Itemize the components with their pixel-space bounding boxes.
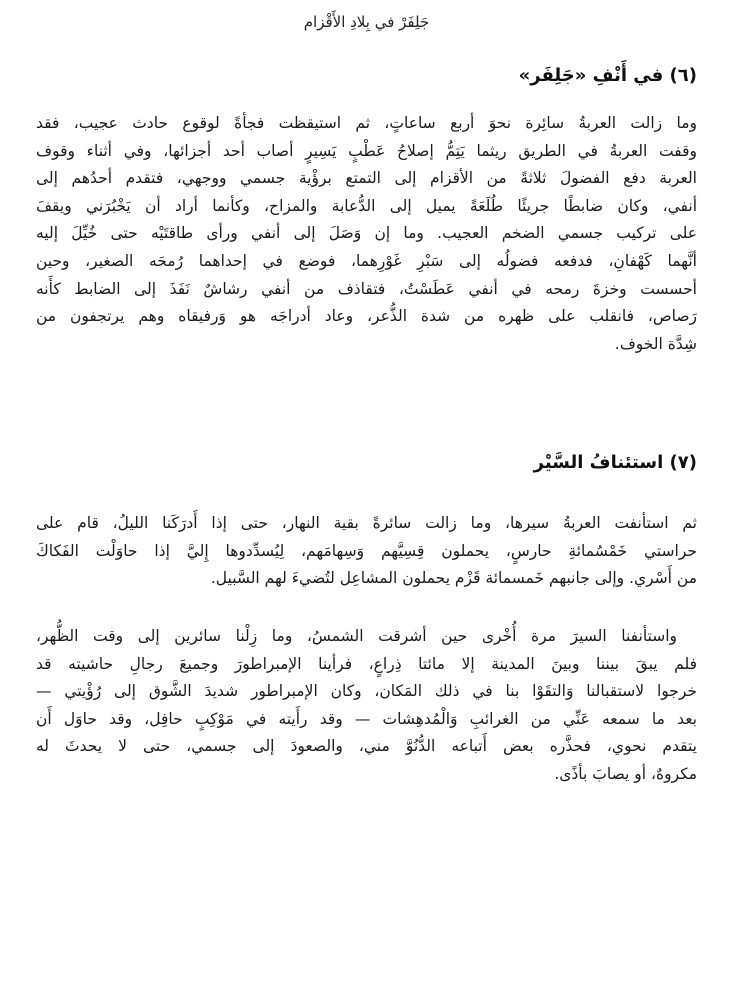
text-line: على تركيب جسمي الضخم العجيب. وما إن وَصَلَ إلى أنفي ورأى طاقتَيْه حتى خُيِّلَ إليه: [36, 224, 697, 243]
section-7-paragraph-2: [36, 623, 697, 789]
text-line: حراستي خَمْسُمائةِ حارسٍ، يحملون قِسِيَّهم وَسِهامَهم، لِيُسدِّدوها إِليَّ إذا حاوَلْت الفَكاكَ: [36, 541, 697, 560]
running-header: جَلِفَرْ في بِلادِ الأَقْزام: [303, 13, 430, 31]
text-line: وما زالت العربةُ سائِرة نحوَ أربع ساعاتٍ، ثم استيقظت فجأةً لوقوع حادث عجيب، فقد: [36, 114, 697, 132]
text-line: أحسست وخزةَ رمحه في أنفي عَطَسْتُ، فتقاذف من أنفي رشاشٌ نَفَذَ إلى الضابط كأَنه: [36, 279, 697, 298]
text-line: أنَّهما كَهْفانِ، فدفعه فضولُه إلى سَبْرِ غَوْرِهما، فوضع في إحداهما رُمحَه الصغير، وحين: [36, 251, 697, 270]
section-heading-6: (٦) في أَنْفِ «جَلِفَر»: [518, 65, 697, 86]
text-line: وقفت العربةُ في الطريق ريثما يَتِمُّ إصلاحُ عَطْبٍ يَسِيرٍ أصاب أحد أجزائها، وفي أثناء وقوف: [36, 141, 697, 160]
text-line: العربة دفع الفضولَ ثلاثةً من الأقزام إلى التمتع برؤْية جسمي ووجهي، فتقدم أحدُهم إلى: [36, 169, 697, 188]
text-line: خرجوا لاستقبالنا وَالتقَوْا بنا في ذلك المَكان، وكان الإمبراطور شديدَ الشَّوق إلى رُؤْيتي —: [36, 682, 697, 701]
text-line: أنفي، وكان ضابطًا جريئًا طُلَعَةً يميل إلى الدُّعابة والمزاح، وكأنما أراد أن يَخْبُرَني ويقفَ: [36, 196, 697, 215]
text-line: واستأنفنا السيرَ مرة أُخْرى حين أشرقت الشمسُ، وما زِلْنا سائرين إلى وقت الظُّهر،: [36, 627, 677, 645]
section-6-paragraph: [36, 110, 697, 358]
text-line: فلم يبقَ بيننا وبينَ المدينة إلا مائتا ذِراعٍ، فرأينا الإمبراطورَ وجميعَ رجالِ حاشيته قد: [36, 654, 697, 673]
text-line: يتقدم نحوي، فحذَّره بعض أَتباعه الدُّنُوَّ مني، والصعودَ إلى جسمي، حتى لا يحدثَ له: [36, 737, 697, 756]
text-line: رَصاص، فانقلب على ظهره من شدة الذُّعر، وعاد أدراجَه هو وَرفيقاه وهم يرتجفون من: [36, 307, 697, 326]
section-7-paragraph-1: [36, 510, 697, 593]
text-line: ثم استأنفت العربةُ سيرها، وما زالت سائرةً بقية النهار، حتى إذا أَدرَكَنا الليلُ، قام على: [36, 514, 697, 532]
section-heading-7: (٧) استئنافُ السَّيْر: [533, 452, 697, 473]
text-line: من أَسْري. وإلى جانبهم خَمسمائة قَزْم يحملون المشاعِل لتُضيءَ لهم السَّبيل.: [210, 569, 697, 588]
text-line: مكروهٌ، أو يصابَ بأذًى.: [554, 764, 697, 783]
text-line: بعد ما سمعه عَنِّي من الغرائبِ وَالْمُدهِشات — وقد رأَيته في مَوْكِبٍ حافِل، وقد حاوَل أَن: [36, 709, 697, 728]
text-line: شِدَّة الخوف.: [614, 334, 697, 353]
